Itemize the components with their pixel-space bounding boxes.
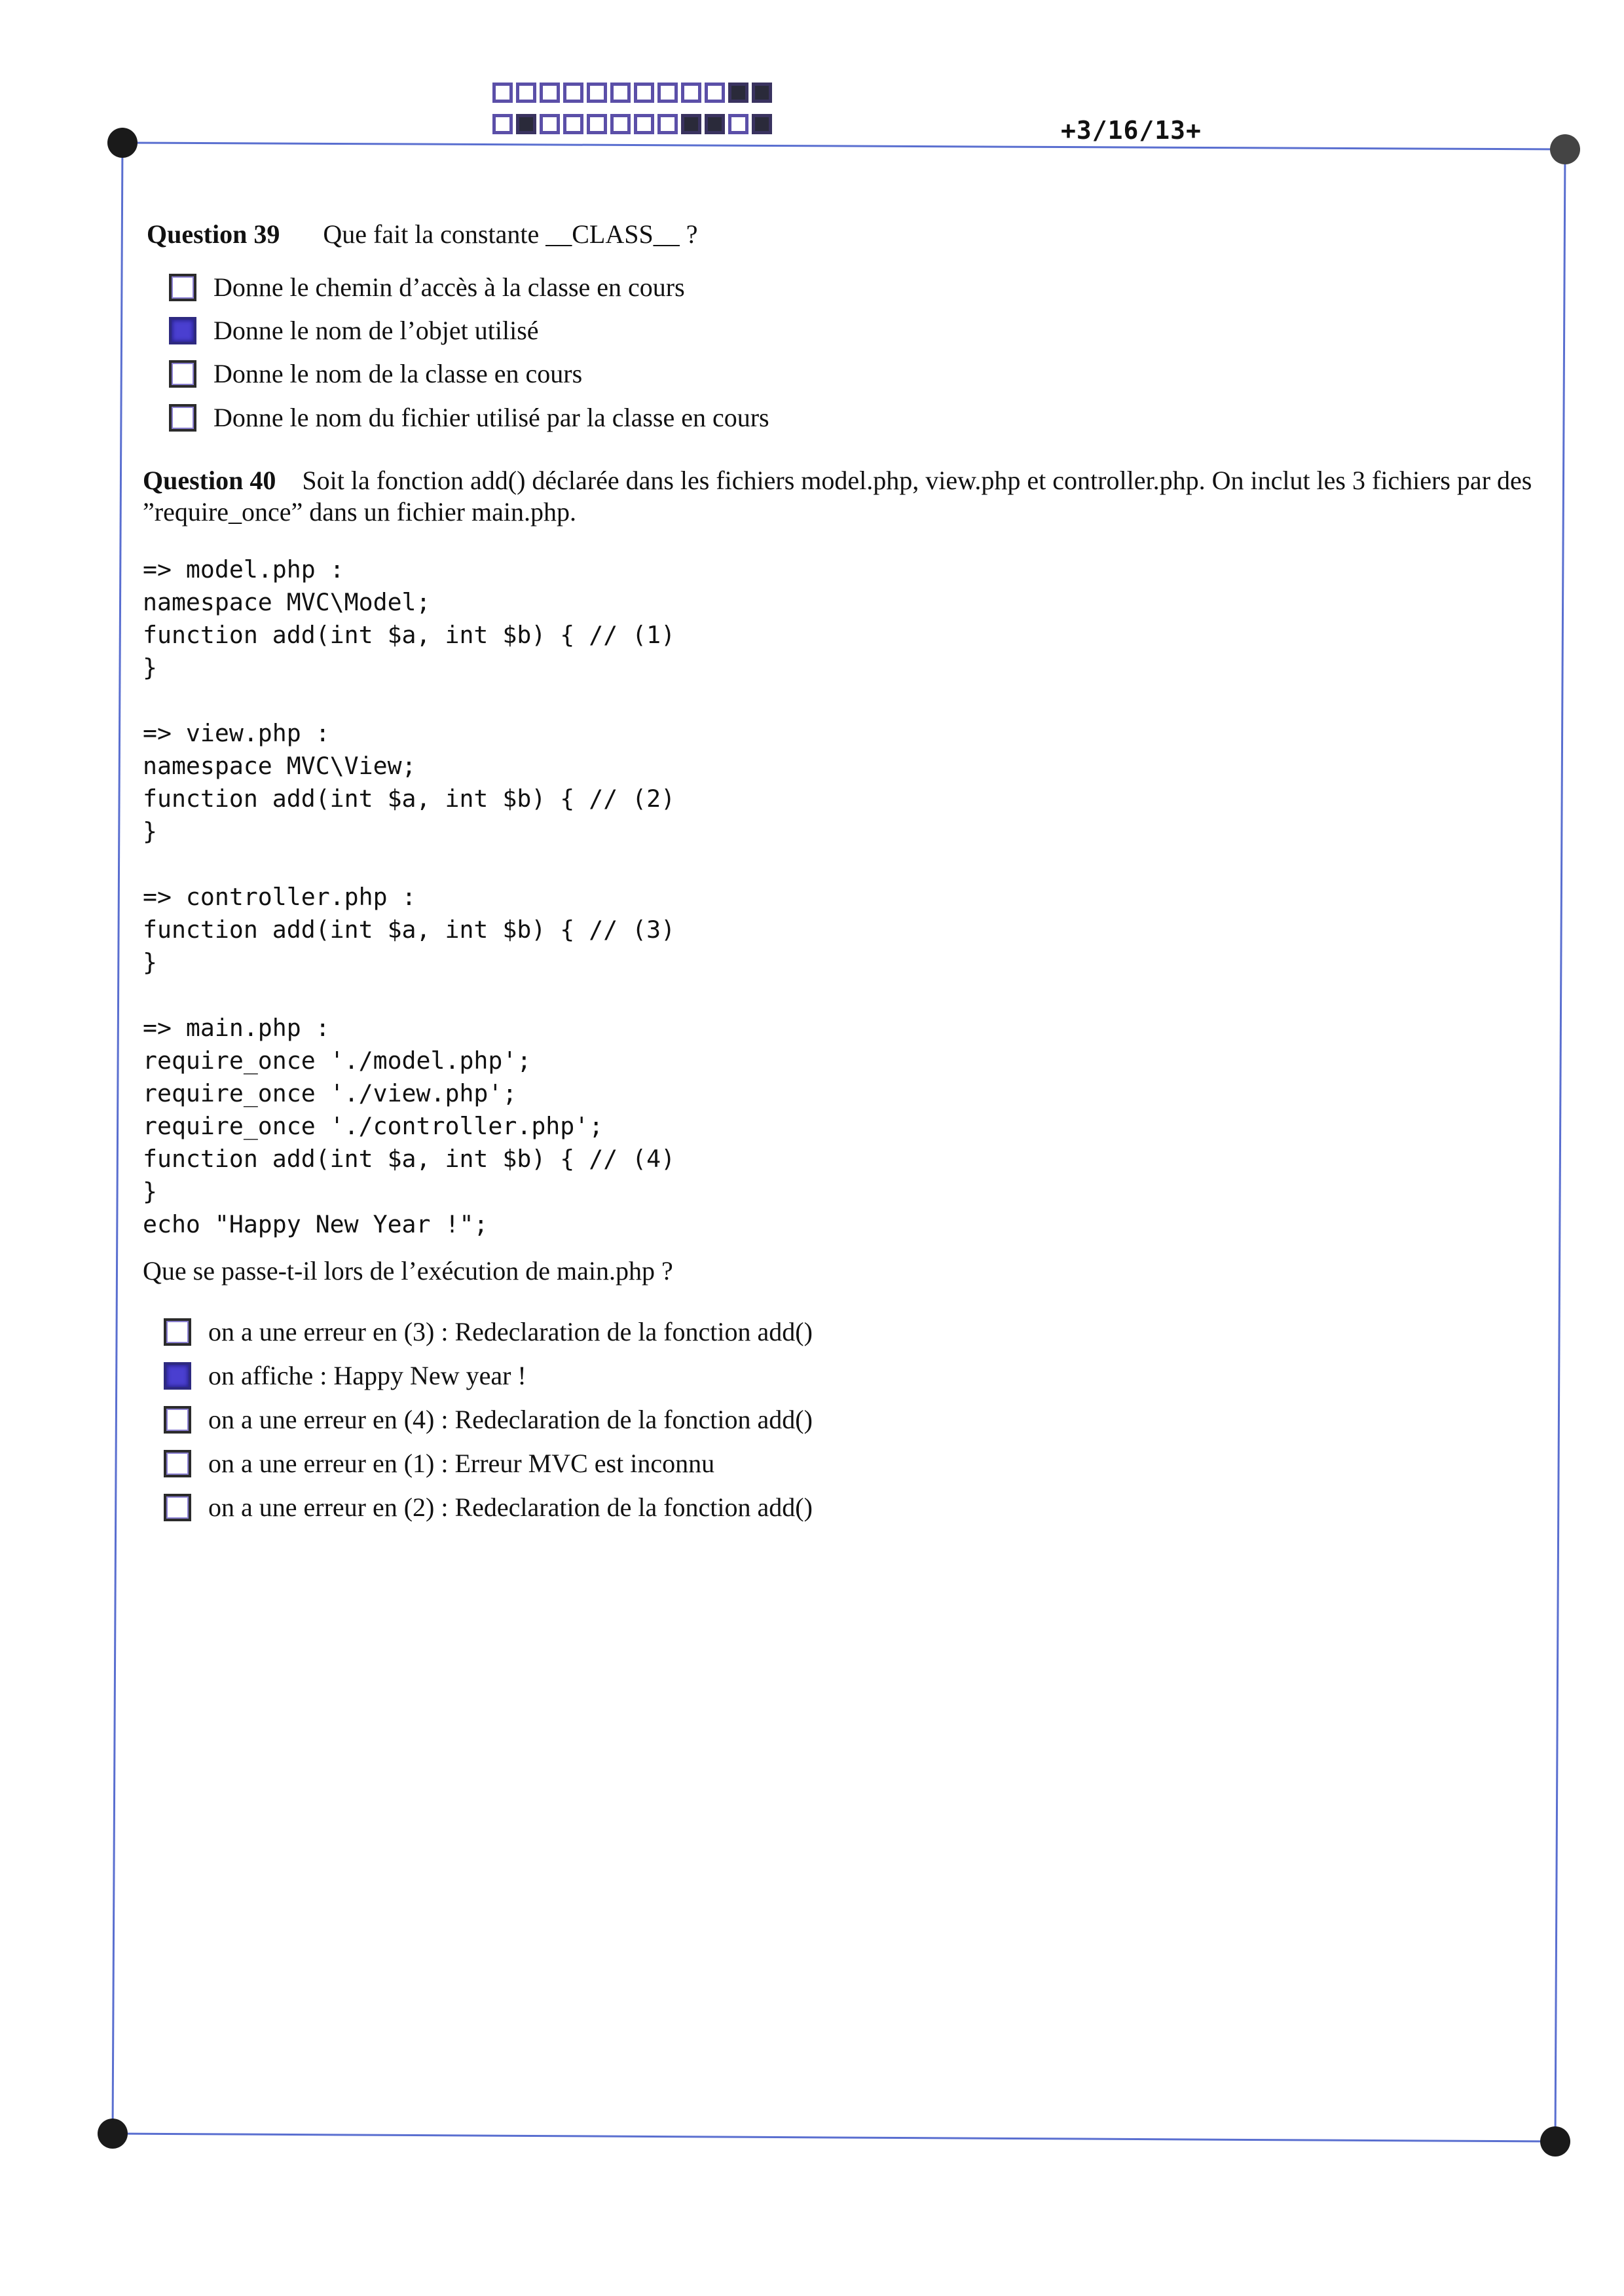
- question-39-header: [147, 219, 697, 250]
- barcode-row-2: [492, 114, 775, 134]
- barcode-cell: [705, 114, 725, 134]
- barcode-cell: [587, 83, 607, 103]
- answer-checkbox[interactable]: [164, 1362, 191, 1390]
- option-label: on a une erreur en (2) : Redeclaration de la fonction add(): [208, 1492, 813, 1522]
- barcode-cell: [681, 114, 701, 134]
- barcode-cell: [681, 83, 701, 103]
- barcode-cell: [516, 83, 536, 103]
- q39-option[interactable]: [169, 272, 685, 303]
- barcode-row-1: [492, 83, 775, 103]
- barcode-cell: [752, 83, 772, 103]
- barcode-cell: [563, 83, 583, 103]
- option-label: on affiche : Happy New year !: [208, 1361, 526, 1390]
- barcode-cell: [516, 114, 536, 134]
- option-label: on a une erreur en (1) : Erreur MVC est inconnu: [208, 1449, 715, 1478]
- registration-marker-bottom-right: [1540, 2126, 1570, 2157]
- barcode-cell: [540, 114, 560, 134]
- answer-checkbox[interactable]: [164, 1318, 191, 1346]
- option-label: Donne le nom de la classe en cours: [213, 359, 583, 388]
- barcode-cell: [492, 83, 513, 103]
- barcode-cell: [540, 83, 560, 103]
- option-label: Donne le chemin d’accès à la classe en cours: [213, 272, 685, 302]
- answer-checkbox[interactable]: [164, 1450, 191, 1477]
- barcode-cell: [728, 83, 748, 103]
- answer-checkbox[interactable]: [169, 317, 196, 344]
- q40-option[interactable]: [164, 1492, 813, 1523]
- question-prompt: Que se passe-t-il lors de l’exécution de main.php ?: [143, 1256, 673, 1286]
- barcode-cell: [610, 114, 631, 134]
- q39-option[interactable]: [169, 402, 769, 433]
- q40-option[interactable]: [164, 1448, 714, 1479]
- option-label: Donne le nom du fichier utilisé par la classe en cours: [213, 403, 769, 432]
- question-text: Soit la fonction add() déclarée dans les fichiers model.php, view.php et controller.php. On inclut les 3 fichiers par des ”require_once” dans un fichier main.php.: [143, 466, 1532, 527]
- question-text: Que fait la constante __CLASS__ ?: [323, 219, 698, 249]
- answer-checkbox[interactable]: [169, 404, 196, 432]
- answer-checkbox[interactable]: [164, 1494, 191, 1521]
- answer-checkbox[interactable]: [169, 360, 196, 388]
- barcode-cell: [634, 83, 654, 103]
- barcode-cell: [752, 114, 772, 134]
- barcode-cell: [728, 114, 748, 134]
- option-label: Donne le nom de l’objet utilisé: [213, 316, 539, 345]
- question-number: Question 39: [147, 219, 280, 249]
- option-label: on a une erreur en (3) : Redeclaration de la fonction add(): [208, 1317, 813, 1346]
- answer-checkbox[interactable]: [169, 274, 196, 301]
- barcode-cell: [610, 83, 631, 103]
- barcode-cell: [634, 114, 654, 134]
- barcode-cell: [563, 114, 583, 134]
- code-listing: => model.php : namespace MVC\Model; function add(int $a, int $b) { // (1) } => view.php : namespace MVC\View; function add(int $a, int $b) { // (2) } => controller.php : function add(int $a, int $b) { // (3) } => main.php : require_once './model.php'; require_once './view.php'; require_once './controller.php'; function add(int $a, int $b) { // (4) } echo "Happy New Year !";: [143, 555, 676, 1238]
- q40-option[interactable]: [164, 1360, 526, 1391]
- option-label: on a une erreur en (4) : Redeclaration de la fonction add(): [208, 1405, 813, 1434]
- registration-marker-bottom-left: [98, 2119, 128, 2149]
- q39-option[interactable]: [169, 315, 539, 346]
- page-code: +3/16/13+: [1061, 116, 1202, 145]
- answer-checkbox[interactable]: [164, 1406, 191, 1434]
- barcode-cell: [657, 83, 678, 103]
- q39-option[interactable]: [169, 358, 582, 389]
- registration-marker-top-right: [1550, 134, 1580, 164]
- barcode-cell: [657, 114, 678, 134]
- question-40-header: [143, 465, 1544, 528]
- barcode-cell: [492, 114, 513, 134]
- q40-option[interactable]: [164, 1316, 813, 1347]
- barcode-cell: [705, 83, 725, 103]
- registration-marker-top-left: [107, 128, 138, 158]
- barcode-cell: [587, 114, 607, 134]
- question-number: Question 40: [143, 466, 276, 495]
- q40-option[interactable]: [164, 1404, 813, 1435]
